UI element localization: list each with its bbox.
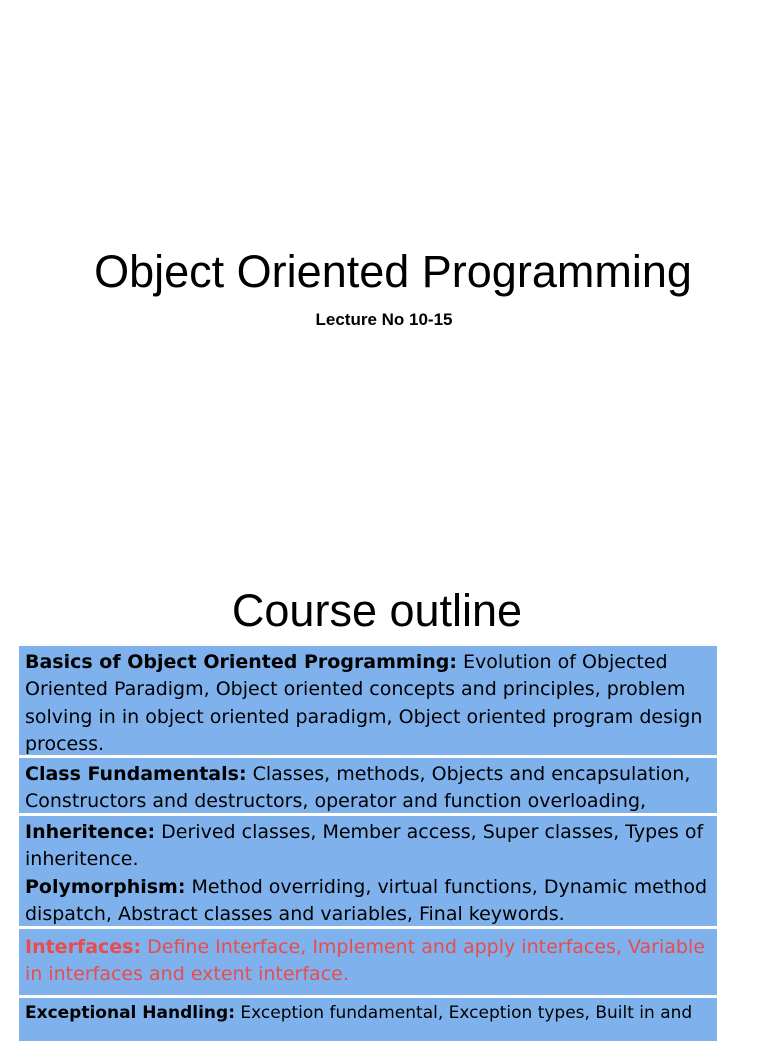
outline-row-basics xyxy=(19,646,717,755)
outline-row-text: Exception fundamental, Exception types, Built in and xyxy=(235,1003,693,1023)
outline-row-text: Derived classes, Member access, Super classes, Types of inheritence. xyxy=(25,821,704,871)
outline-row-text: Define Interface, Implement and apply interfaces, Variable in interfaces and extent interface. xyxy=(25,936,705,986)
outline-row-line xyxy=(25,874,711,929)
outline-row-text: Method overriding, virtual functions, Dynamic method dispatch, Abstract classes and variables, Final keywords. xyxy=(25,875,708,925)
outline-row-key: Inheritence: xyxy=(25,821,156,843)
outline-row-interfaces xyxy=(19,929,717,995)
outline-row-text: Classes, methods, Objects and encapsulation, Constructors and destructors, operator and function overloading, xyxy=(25,763,691,813)
outline-row-key: Exceptional Handling: xyxy=(25,1003,236,1023)
outline-row-line xyxy=(25,819,711,874)
outline-row-key: Interfaces: xyxy=(25,936,142,958)
course-outline-heading: Course outline xyxy=(231,585,523,636)
outline-row-class-fundamentals xyxy=(19,758,717,813)
outline-row-key: Polymorphism: xyxy=(25,875,186,898)
outline-row-key: Basics of Object Oriented Programming: xyxy=(25,651,457,673)
slide-title: Object Oriented Programming xyxy=(94,246,692,297)
outline-row-exception-handling xyxy=(19,998,717,1041)
outline-row-key: Class Fundamentals: xyxy=(25,763,247,785)
course-outline-table xyxy=(19,646,717,1044)
outline-row-text: Evolution of Objected Oriented Paradigm, Object oriented concepts and principles, problem solving in in object oriented paradigm, Object oriented program design process. xyxy=(25,651,703,755)
outline-row-inheritence xyxy=(19,816,717,926)
slide-subtitle: Lecture No 10-15 xyxy=(315,310,453,329)
